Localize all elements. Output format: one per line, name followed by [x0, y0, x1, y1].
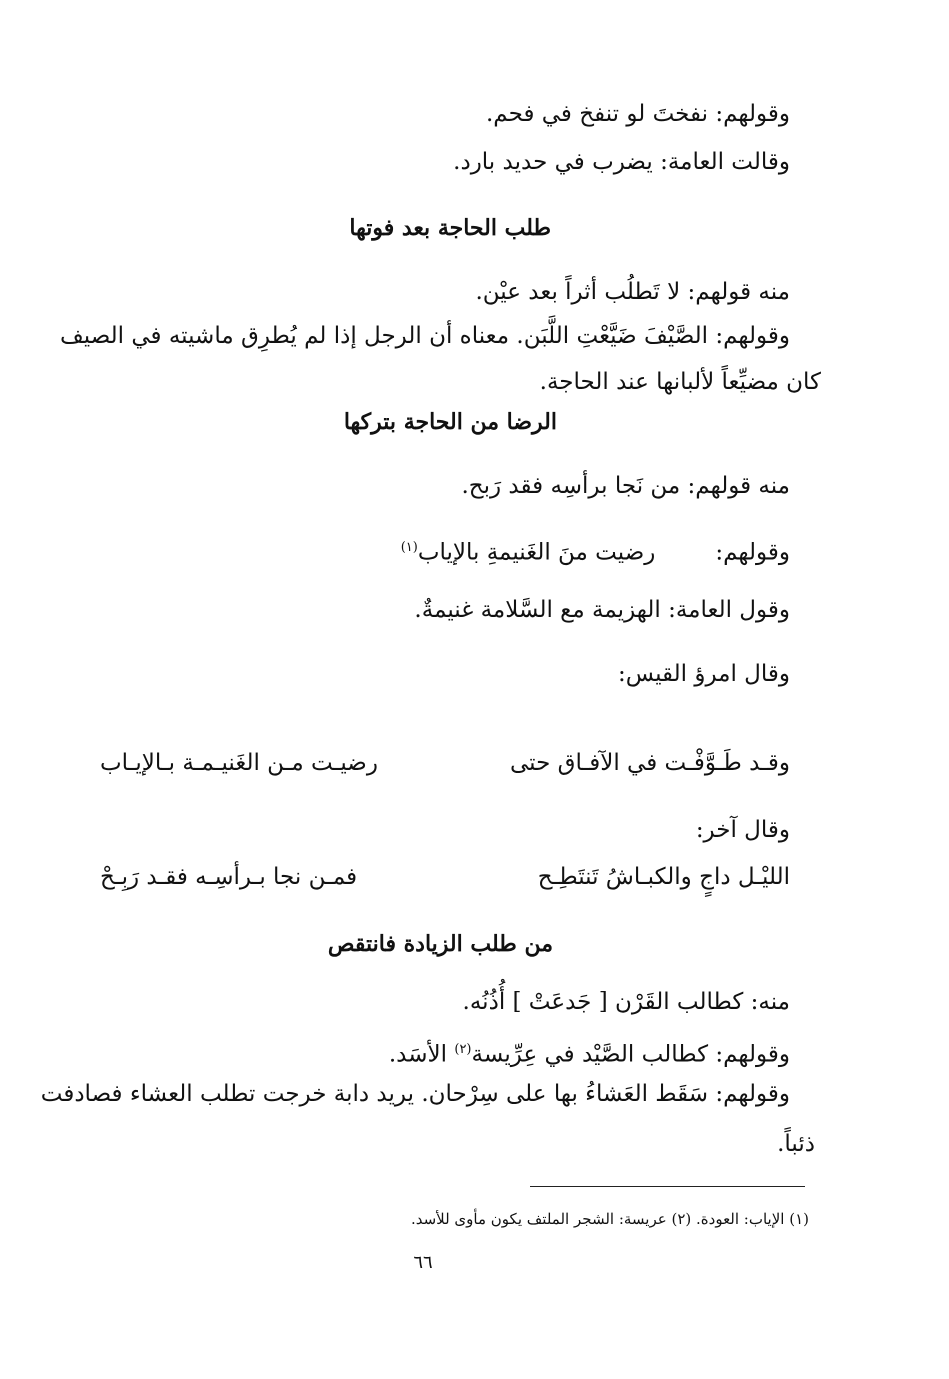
- text-line-7: [401, 532, 790, 569]
- verse-1-first-hemistich: وقـد طَـوَّفْـت في الآفـاق حتى: [510, 750, 790, 776]
- text-line-9: وقال امرؤ القيس:: [618, 661, 790, 687]
- footnotes: (١) الإياب: العودة. (٢) عريسة: الشجر الملتف يكون مأوى للأسد.: [410, 1210, 809, 1228]
- section-heading-2: الرضا من الحاجة بتركها: [343, 409, 557, 435]
- text-line-7-prefix: وقولهم:: [715, 539, 790, 566]
- text-line-12: [389, 1034, 790, 1071]
- section-heading-1: طلب الحاجة بعد فوتها: [349, 215, 551, 241]
- verse-1-second-hemistich: رضيـت مـن الغَنيـمـة بـالإيـاب: [100, 750, 378, 776]
- text-line-12-start: وقولهم: كطالب الصَّيْد في عِرِّيسة: [471, 1041, 790, 1068]
- footnote-divider: [530, 1186, 805, 1187]
- page-number: ٦٦: [413, 1252, 433, 1273]
- text-line-12-end: الأسَد.: [388, 1041, 455, 1068]
- text-line-3: منه قولهم: لا تَطلُب أثراً بعد عيْن.: [475, 279, 790, 305]
- text-line-5: كان مضيِّعاً لألبانها عند الحاجة.: [539, 369, 821, 395]
- text-line-1: وقولهم: نفختَ لو تنفخ في فحم.: [485, 101, 790, 127]
- verse-line-1: [100, 746, 790, 780]
- quoted-hemistich: رضيت منَ الغَنيمةِ بالإياب: [417, 539, 656, 566]
- text-line-11: منه: كطالب القَرْن [ جَدعَتْ ] أُذُنُه.: [462, 989, 790, 1015]
- footnote-marker-2: (٢): [454, 1042, 472, 1057]
- verse-line-2: [100, 860, 790, 894]
- verse-2-second-hemistich: فمـن نجا بـرأسِـه فقـد رَبِـحْ: [100, 864, 358, 890]
- section-heading-3: من طلب الزيادة فانتقص: [327, 931, 553, 957]
- text-line-8: وقول العامة: الهزيمة مع السَّلامة غنيمةٌ.: [414, 597, 790, 623]
- text-line-13: وقولهم: سَقَط العَشاءُ بها على سِرْحان. يريد دابة خرجت تطلب العشاء فصادفت: [40, 1081, 790, 1107]
- footnote-marker-1: (١): [400, 540, 418, 555]
- verse-2-first-hemistich: الليْـل داجٍ والكبـاشُ تَنتَطِـح: [537, 864, 790, 890]
- text-line-4: وقولهم: الصَّيْفَ ضَيَّعْتِ اللَّبَن. معناه أن الرجل إذا لم يُطرِق ماشيته في الصيف: [59, 323, 790, 349]
- text-line-14: ذئباً.: [777, 1131, 815, 1157]
- text-line-10: وقال آخر:: [695, 817, 790, 843]
- text-line-2: وقالت العامة: يضرب في حديد بارد.: [453, 149, 790, 175]
- text-line-6: منه قولهم: من نَجا برأسِه فقد رَبح.: [461, 473, 790, 499]
